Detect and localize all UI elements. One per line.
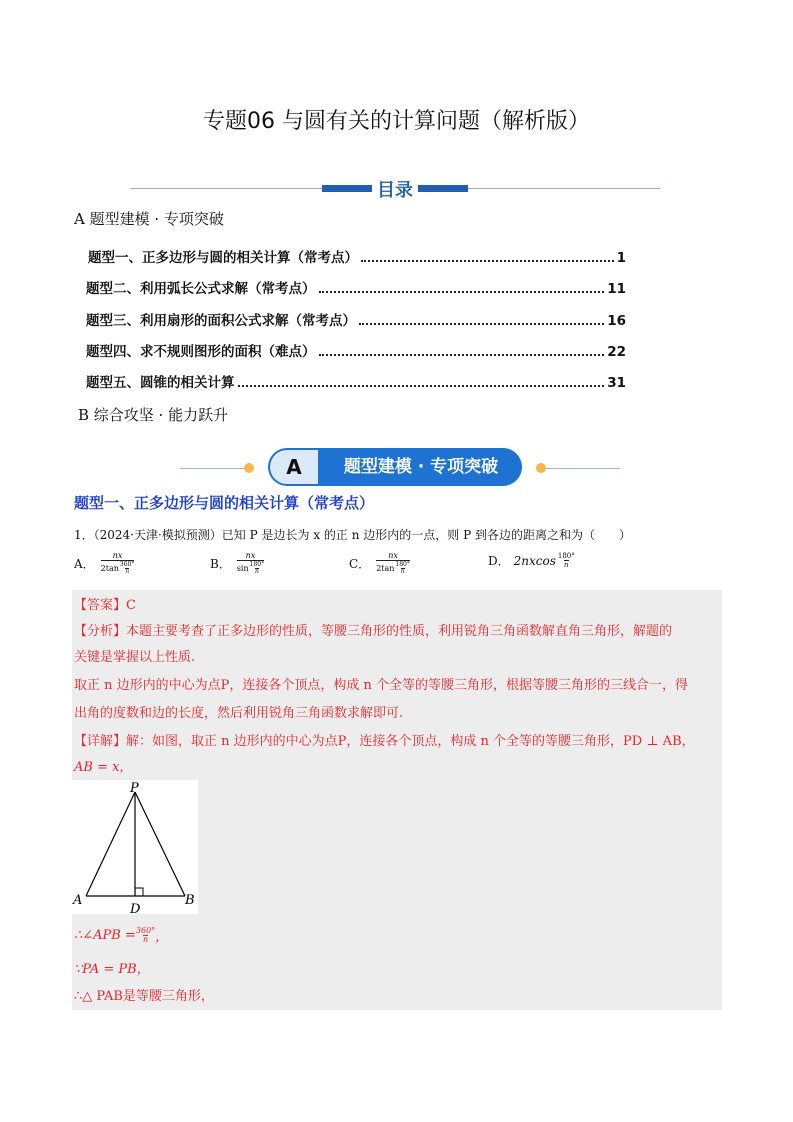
toc-item-page: 1: [616, 250, 626, 266]
analysis-line: 【分析】本题主要考查了正多边形的性质，等腰三角形的性质，利用锐角三角函数解直角三角形，解题的: [74, 624, 673, 639]
triangle-diagram: [72, 780, 198, 914]
banner-dot-left: [244, 463, 254, 473]
toc-item[interactable]: [86, 277, 626, 297]
angle-denominator: n: [125, 568, 130, 575]
toc-item-page: 11: [607, 281, 626, 297]
answer-label: 【答案】C: [74, 598, 136, 613]
banner-line-left: [180, 468, 250, 469]
toc-item[interactable]: [86, 371, 626, 391]
angle-numerator: 360°: [135, 926, 156, 935]
banner-letter: A: [270, 450, 318, 484]
step-line: [74, 926, 168, 945]
angle-fraction: [558, 552, 575, 569]
toc-section-a[interactable]: A 题型建模 · 专项突破: [74, 210, 224, 228]
toc-leader: [238, 385, 605, 387]
option-letter: D．: [488, 554, 510, 568]
denominator-function: sin: [236, 563, 249, 573]
option-fraction: [237, 552, 264, 575]
fraction-denominator: [376, 560, 410, 575]
triangle-figure: [72, 780, 198, 914]
angle-denominator: n: [142, 935, 149, 944]
fraction-numerator: nx: [245, 551, 256, 560]
label-b: B: [185, 893, 195, 908]
analysis-line: 取正 n 边形内的中心为点P，连接各个顶点，构成 n 个全等的等腰三角形，根据等腰三角形的三线合一，得: [74, 678, 689, 693]
angle-fraction: [250, 562, 264, 575]
detail-line: 【详解】解：如图，取正 n 边形内的中心为点P，连接各个顶点，构成 n 个全等的等腰三角形，PD ⊥ AB，: [74, 734, 695, 749]
option-a: [74, 552, 134, 575]
side-pa: [86, 792, 135, 896]
option-fraction: [101, 552, 135, 575]
angle-denominator: n: [254, 568, 259, 575]
label-d: D: [130, 902, 141, 914]
denominator-function: 2tan: [100, 563, 119, 573]
toc-section-b[interactable]: B 综合攻坚 · 能力跃升: [78, 406, 229, 424]
detail-line: AB = x，: [74, 760, 133, 775]
toc-item-page: 31: [607, 375, 626, 391]
type-heading: 题型一、正多边形与圆的相关计算（常考点）: [74, 494, 375, 512]
toc-item[interactable]: [86, 309, 626, 329]
question-text: 1．（2024·天津·模拟预测）已知 P 是边长为 x 的正 n 边形内的一点，则 P 到各边的距离之和为（ ）: [74, 528, 631, 542]
label-a: A: [73, 893, 83, 908]
toc-bar-right: [418, 185, 468, 192]
banner-title: 题型建模 · 专项突破: [343, 457, 499, 477]
toc-item-page: 16: [607, 313, 626, 329]
analysis-line: 出角的度数和边的长度，然后利用锐角三角函数求解即可.: [74, 706, 404, 721]
side-pb: [135, 792, 185, 896]
banner-line-right: [540, 468, 620, 469]
step-line: ∴△ PAB是等腰三角形，: [74, 989, 214, 1004]
angle-numerator: 180°: [557, 552, 575, 560]
toc-leader: [359, 323, 604, 325]
angle-denominator: n: [564, 561, 569, 569]
option-fraction: [376, 552, 410, 575]
fraction-denominator: [101, 560, 135, 575]
toc-item-label: 题型二、利用弧长公式求解（常考点）: [86, 281, 316, 297]
toc-item-label: 题型三、利用扇形的面积公式求解（常考点）: [86, 313, 356, 329]
option-letter: B．: [210, 557, 231, 571]
angle-numerator: 180°: [395, 561, 410, 568]
option-d: [488, 552, 575, 569]
fraction-numerator: nx: [388, 551, 398, 560]
toc-bar-left: [322, 185, 372, 192]
toc-leader: [361, 260, 614, 262]
toc-leader: [319, 291, 605, 293]
label-p: P: [130, 781, 139, 796]
angle-numerator: 180°: [249, 561, 265, 568]
toc-item[interactable]: [86, 340, 626, 360]
step-line: ∵PA = PB，: [74, 962, 150, 977]
option-expression: 2nxcos: [513, 553, 556, 568]
angle-denominator: n: [400, 568, 405, 575]
angle-fraction: [120, 562, 134, 575]
denominator-function: 2tan: [376, 563, 395, 573]
toc-item-label: 题型一、正多边形与圆的相关计算（常考点）: [88, 250, 358, 266]
toc-leader: [319, 354, 605, 356]
angle-fraction: [136, 927, 155, 944]
option-letter: A．: [74, 557, 95, 571]
fraction-denominator: [237, 560, 264, 575]
fraction-numerator: nx: [112, 551, 123, 560]
step-punct: ，: [155, 930, 169, 945]
option-letter: C．: [349, 557, 371, 571]
page-title: 专题06 与圆有关的计算问题（解析版）: [203, 109, 590, 134]
banner-dot-right: [536, 463, 546, 473]
toc-item-label: 题型五、圆锥的相关计算: [86, 375, 235, 391]
step-expression: ∴∠APB =: [74, 928, 136, 943]
toc-item[interactable]: [88, 246, 626, 266]
angle-fraction: [395, 562, 409, 575]
option-b: [210, 552, 264, 575]
toc-item-page: 22: [607, 344, 626, 360]
toc-item-label: 题型四、求不规则图形的面积（难点）: [86, 344, 316, 360]
toc-heading: 目录: [372, 176, 418, 202]
angle-numerator: 360°: [119, 561, 135, 568]
analysis-line: 关键是掌握以上性质.: [74, 650, 196, 665]
right-angle-mark: [135, 888, 143, 896]
option-c: [349, 552, 410, 575]
